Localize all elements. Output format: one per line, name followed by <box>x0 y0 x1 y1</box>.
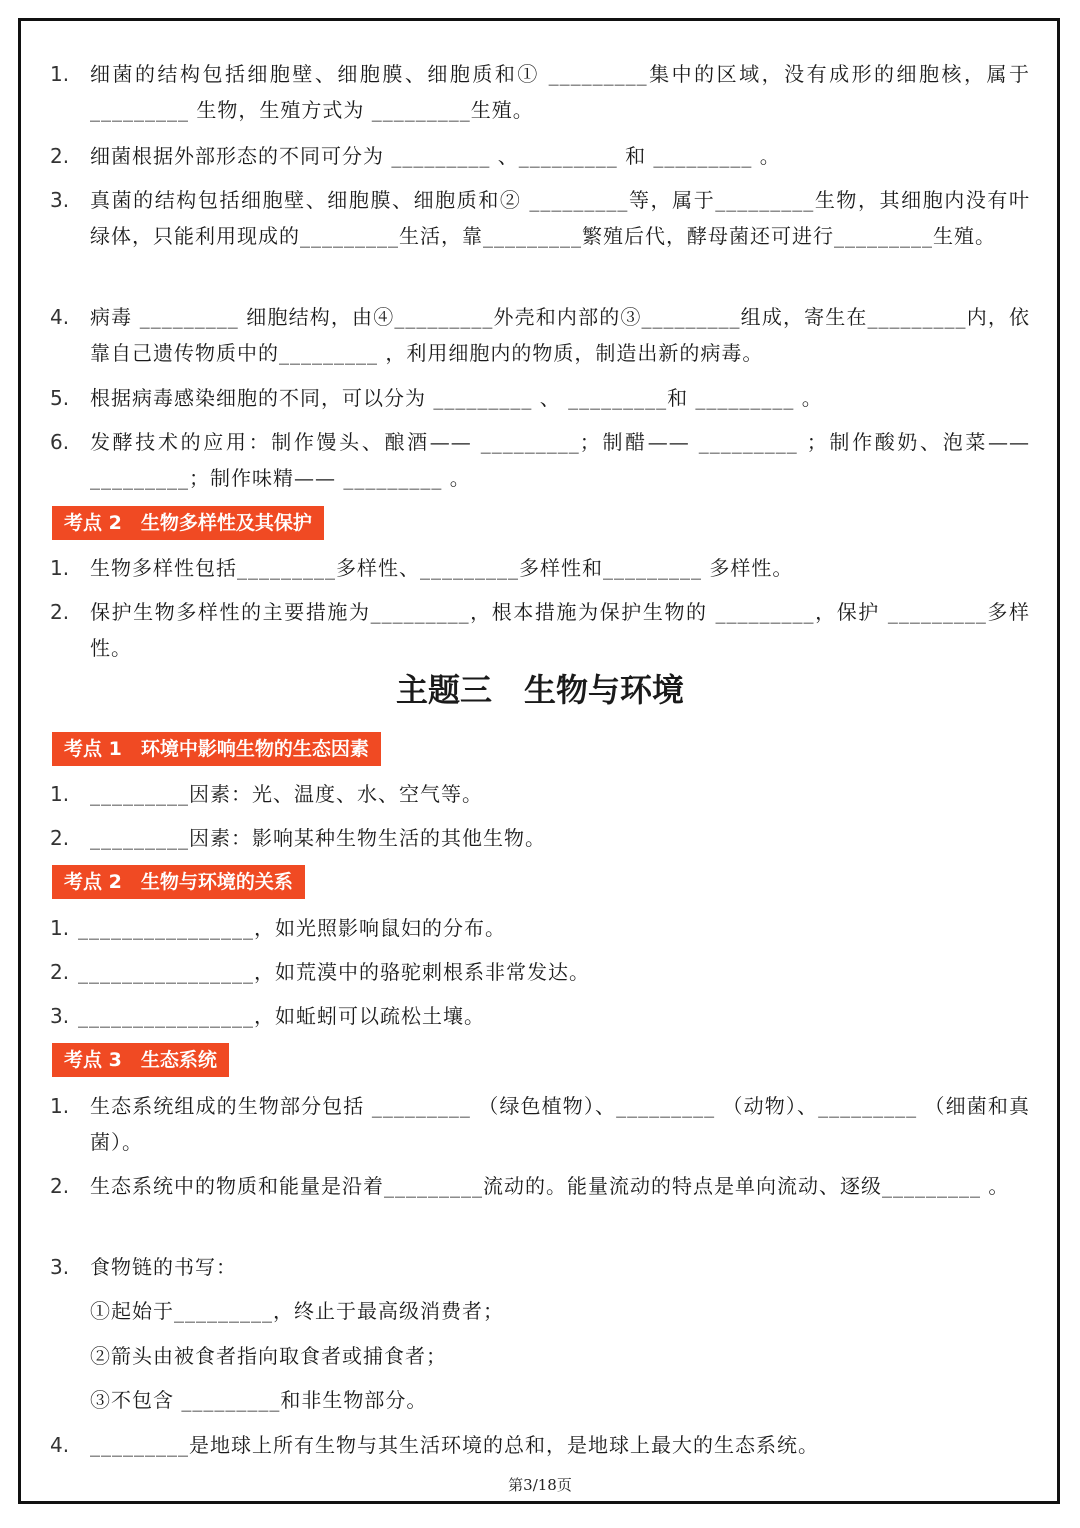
list-item <box>50 998 1030 1034</box>
item-text: 食物链的书写： <box>90 1255 237 1279</box>
list-item <box>50 776 1030 812</box>
topic-heading: 主题三 生物与环境 <box>395 671 684 709</box>
item-text: 真菌的结构包括细胞壁、细胞膜、细胞质和② _________等，属于_________生物，其细胞内没有叶绿体，只能利用现成的_________生活，靠_________繁殖后代，酵母菌还可进行_________生殖。 <box>90 188 1030 248</box>
item-number: 1. <box>50 916 70 940</box>
item-number: 1. <box>50 62 70 86</box>
item-number: 1. <box>50 782 70 806</box>
item-number: 2. <box>50 826 70 850</box>
item-number: 2. <box>50 144 70 168</box>
item-text: 病毒 _________ 细胞结构，由④_________外壳和内部的③_________组成，寄生在_________内，依靠自己遗传物质中的_________ ，利用细胞内的物质，制造出新的病毒。 <box>90 305 1030 365</box>
page-number: 第3/18页 <box>508 1476 572 1494</box>
item-text: 生态系统组成的生物部分包括 _________ （绿色植物）、_________ （动物）、_________ （细菌和真菌）。 <box>90 1094 1030 1154</box>
item-number: 6. <box>50 430 70 454</box>
section-badge: 考点 3 生态系统 <box>52 1043 229 1077</box>
section-badge: 考点 2 生物与环境的关系 <box>52 865 305 899</box>
food-chain-rule: ②箭头由被食者指向取食者或捕食者； <box>90 1344 447 1368</box>
item-number: 1. <box>50 1094 70 1118</box>
list-item <box>50 1088 1030 1160</box>
item-number: 5. <box>50 386 70 410</box>
list-item <box>50 954 1030 990</box>
item-text: _________因素：光、温度、水、空气等。 <box>90 782 483 806</box>
list-item <box>50 299 1030 371</box>
list-item <box>50 820 1030 856</box>
section-badge: 考点 1 环境中影响生物的生态因素 <box>52 732 381 766</box>
item-text: _________是地球上所有生物与其生活环境的总和，是地球上最大的生态系统。 <box>90 1433 819 1457</box>
list-item <box>50 1249 1030 1285</box>
item-text: ________________，如蚯蚓可以疏松土壤。 <box>78 1004 485 1028</box>
item-number: 2. <box>50 600 70 624</box>
list-item <box>50 1168 1030 1240</box>
list-item <box>50 424 1030 496</box>
list-item <box>50 138 1030 174</box>
item-text: ________________，如荒漠中的骆驼刺根系非常发达。 <box>78 960 590 984</box>
item-text: _________因素：影响某种生物生活的其他生物。 <box>90 826 546 850</box>
item-text: ________________，如光照影响鼠妇的分布。 <box>78 916 506 940</box>
food-chain-rule: ③不包含 _________和非生物部分。 <box>90 1388 428 1412</box>
list-item <box>50 182 1030 290</box>
item-number: 1. <box>50 556 70 580</box>
list-item <box>50 594 1030 666</box>
item-number: 2. <box>50 1174 70 1198</box>
item-text: 细菌根据外部形态的不同可分为 _________ 、_________ 和 _________ 。 <box>90 144 781 168</box>
item-number: 4. <box>50 305 70 329</box>
list-item <box>50 56 1030 128</box>
item-text: 根据病毒感染细胞的不同，可以分为 _________ 、 _________和 _________ 。 <box>90 386 823 410</box>
list-item <box>50 550 1030 586</box>
item-text: 保护生物多样性的主要措施为_________，根本措施为保护生物的 _________，保护 _________多样性。 <box>90 600 1030 660</box>
item-text: 细菌的结构包括细胞壁、细胞膜、细胞质和① _________集中的区域，没有成形的细胞核，属于_________ 生物，生殖方式为 _________生殖。 <box>90 62 1030 122</box>
item-text: 发酵技术的应用：制作馒头、酿酒—— _________；制醋—— _________ ；制作酸奶、泡菜——_________；制作味精—— _________ 。 <box>90 430 1030 490</box>
item-number: 2. <box>50 960 70 984</box>
list-item <box>50 380 1030 416</box>
section-badge: 考点 2 生物多样性及其保护 <box>52 506 324 540</box>
item-number: 4. <box>50 1433 70 1457</box>
item-number: 3. <box>50 1004 70 1028</box>
list-item <box>50 910 1030 946</box>
item-number: 3. <box>50 1255 70 1279</box>
item-text: 生物多样性包括_________多样性、_________多样性和_________ 多样性。 <box>90 556 794 580</box>
food-chain-rule: ①起始于_________，终止于最高级消费者； <box>90 1299 504 1323</box>
item-number: 3. <box>50 188 70 212</box>
list-item <box>50 1427 1030 1463</box>
item-text: 生态系统中的物质和能量是沿着_________流动的。能量流动的特点是单向流动、逐级_________ 。 <box>90 1174 1010 1198</box>
